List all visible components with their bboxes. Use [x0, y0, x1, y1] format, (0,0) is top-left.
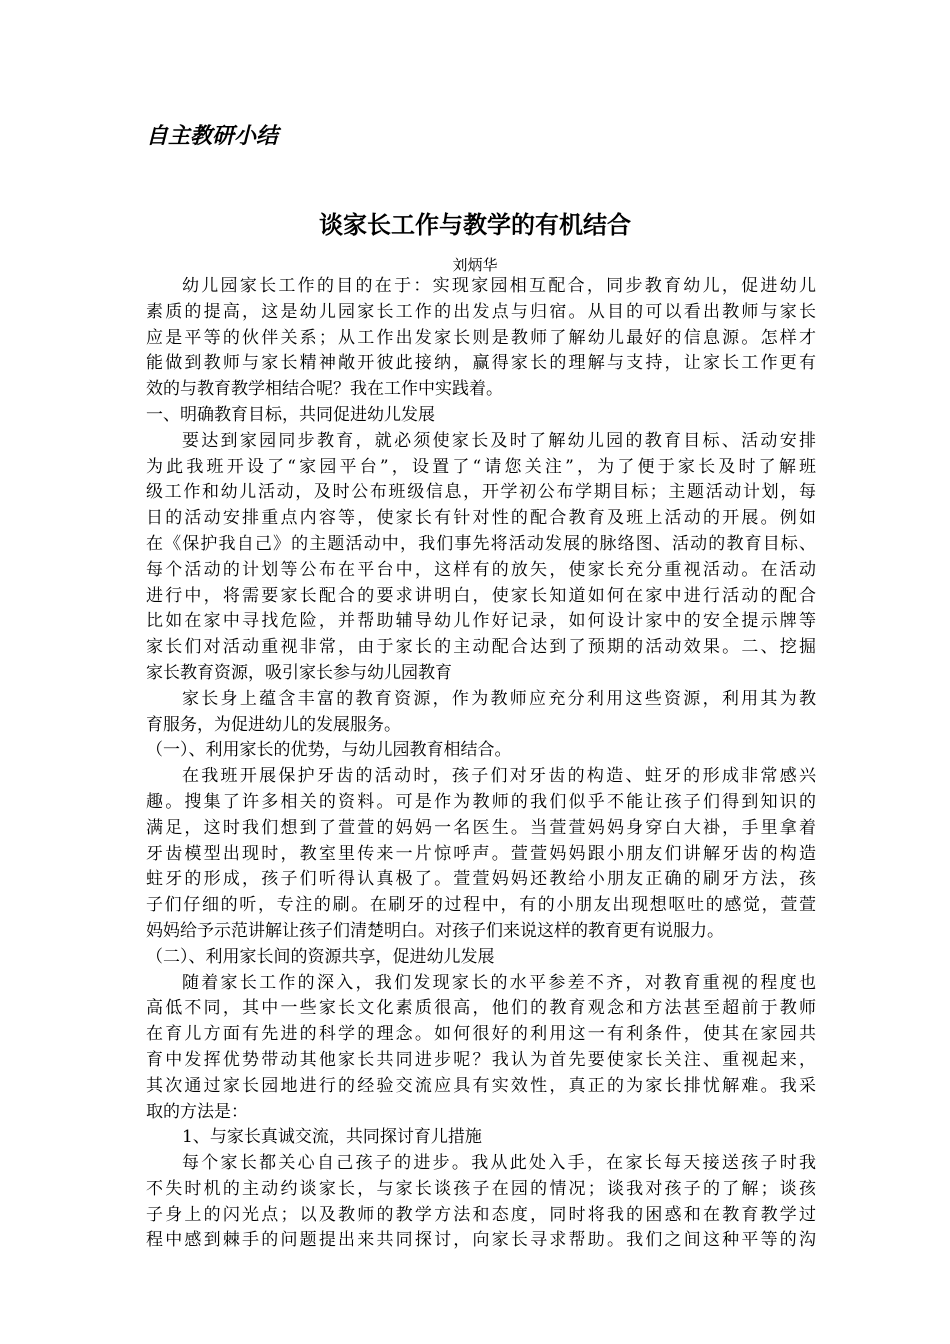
- text-line: 妈妈给予示范讲解让孩子们清楚明白。对孩子们来说这样的教育更有说服力。: [146, 920, 724, 941]
- text-line: 育中发挥优势带动其他家长共同进步呢？我认为首先要使家长关注、重视起来，: [146, 1049, 816, 1070]
- text-line: 进行中，将需要家长配合的要求讲明白，使家长知道如何在家中进行活动的配合: [146, 585, 816, 606]
- document-body: [146, 274, 816, 1254]
- text-line: 程中感到棘手的问题提出来共同探讨，向家长寻求帮助。我们之间这种平等的沟: [146, 1230, 816, 1251]
- text-line: 在育儿方面有先进的科学的理念。如何很好的利用这一有利条件，使其在家园共: [146, 1024, 816, 1045]
- text-line: 家长教育资源，吸引家长参与幼儿园教育: [146, 662, 452, 683]
- text-line: 要达到家园同步教育，就必须使家长及时了解幼儿园的教育目标、活动安排: [182, 430, 816, 451]
- text-line: 满足，这时我们想到了萱萱的妈妈一名医生。当萱萱妈妈身穿白大褂，手里拿着: [146, 817, 816, 838]
- author-name: 刘炳华: [452, 256, 498, 274]
- text-line: 为此我班开设了“家园平台”，设置了“请您关注”，为了便于家长及时了解班: [146, 456, 816, 477]
- text-line: 子们仔细的听，专注的刷。在刷牙的过程中，有的小朋友出现想呕吐的感觉，萱萱: [146, 895, 816, 916]
- document-title: 谈家长工作与教学的有机结合: [319, 210, 631, 239]
- text-line: 比如在家中寻找危险，并帮助辅导幼儿作好记录，如何设计家中的安全提示牌等: [146, 611, 816, 632]
- text-line: 家长们对活动重视非常，由于家长的主动配合达到了预期的活动效果。二、挖掘: [146, 637, 816, 658]
- section-heading: 一、明确教育目标，共同促进幼儿发展: [146, 404, 435, 425]
- list-heading: 1、与家长真诚交流，共同探讨育儿措施: [182, 1127, 482, 1148]
- text-line: 每个家长都关心自己孩子的进步。我从此处入手，在家长每天接送孩子时我: [182, 1153, 816, 1174]
- text-line: 趣。搜集了许多相关的资料。可是作为教师的我们似乎不能让孩子们得到知识的: [146, 791, 816, 812]
- text-line: 不失时机的主动约谈家长，与家长谈孩子在园的情况；谈我对孩子的了解；谈孩: [146, 1178, 816, 1199]
- text-line: 每个活动的计划等公布在平台中，这样有的放矢，使家长充分重视活动。在活动: [146, 559, 816, 580]
- text-line: 效的与教育教学相结合呢？我在工作中实践着。: [146, 379, 503, 400]
- text-line: 应是平等的伙伴关系；从工作出发家长则是教师了解幼儿最好的信息源。怎样才: [146, 327, 816, 348]
- text-line: 高低不同，其中一些家长文化素质很高，他们的教育观念和方法甚至超前于教师: [146, 998, 816, 1019]
- text-line: 子身上的闪光点；以及教师的教学方法和态度，同时将我的困惑和在教育教学过: [146, 1204, 816, 1225]
- document-tag: 自主教研小结: [146, 123, 279, 149]
- text-line: 素质的提高，这是幼儿园家长工作的出发点与归宿。从目的可以看出教师与家长: [146, 301, 816, 322]
- text-line: 能做到教师与家长精神敞开彼此接纳，赢得家长的理解与支持，让家长工作更有: [146, 353, 816, 374]
- text-line: 日的活动安排重点内容等，使家长有针对性的配合教育及班上活动的开展。例如: [146, 508, 816, 529]
- subsection-heading: （二）、利用家长间的资源共享，促进幼儿发展: [146, 946, 495, 967]
- text-line: 其次通过家长园地进行的经验交流应具有实效性，真正的为家长排忧解难。我采: [146, 1075, 816, 1096]
- text-line: 育服务，为促进幼儿的发展服务。: [146, 714, 401, 735]
- text-line: 在《保护我自己》的主题活动中，我们事先将活动发展的脉络图、活动的教育目标、: [146, 533, 816, 554]
- text-line: 幼儿园家长工作的目的在于：实现家园相互配合，同步教育幼儿，促进幼儿: [182, 276, 816, 296]
- text-line: 家长身上蕴含丰富的教育资源，作为教师应充分利用这些资源，利用其为教: [182, 688, 816, 709]
- text-line: 在我班开展保护牙齿的活动时，孩子们对牙齿的构造、蛀牙的形成非常感兴: [182, 766, 816, 787]
- text-line: 随着家长工作的深入，我们发现家长的水平参差不齐，对教育重视的程度也: [182, 972, 816, 993]
- text-line: 牙齿模型出现时，教室里传来一片惊呼声。萱萱妈妈跟小朋友们讲解牙齿的构造: [146, 843, 816, 864]
- text-line: 级工作和幼儿活动，及时公布班级信息，开学初公布学期目标；主题活动计划，每: [146, 482, 816, 503]
- text-line: 蛀牙的形成，孩子们听得认真极了。萱萱妈妈还教给小朋友正确的刷牙方法，孩: [146, 869, 816, 890]
- subsection-heading: （一）、利用家长的优势，与幼儿园教育相结合。: [146, 740, 512, 761]
- text-line: 取的方法是：: [146, 1101, 248, 1122]
